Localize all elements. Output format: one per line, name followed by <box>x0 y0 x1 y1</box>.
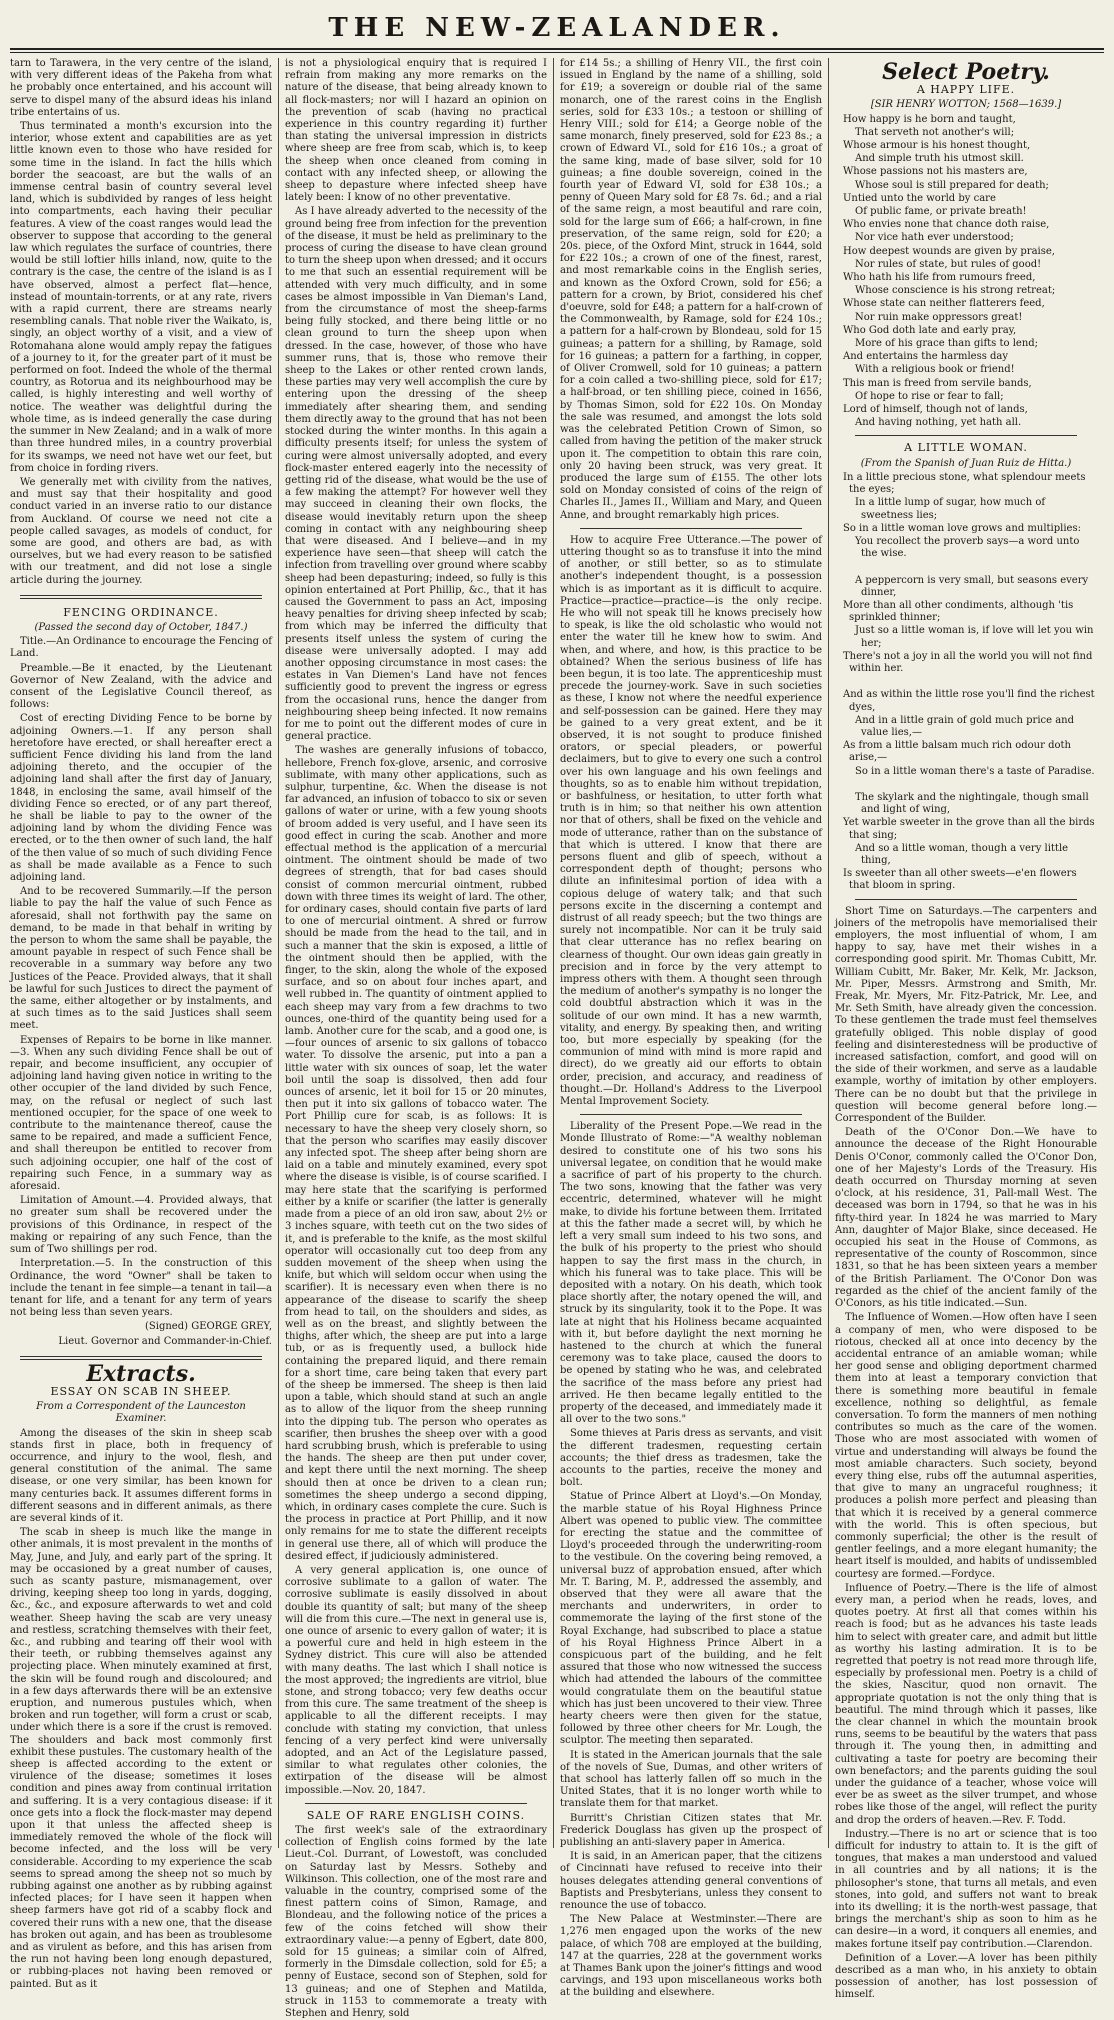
section-rule <box>855 899 1077 900</box>
masthead-rule <box>10 52 1104 53</box>
ordinance-section: Cost of erecting Dividing Fence to be borne by adjoining Owners.—1. If any person shall heretofore have erected, or shall hereafter erect a sufficient Fence dividing his land from the land adjoining thereto, and the occupier of the adjoining land shall after the first day of January, 1848, in enclosing the same, avail himself of the dividing Fence so erected, or of any part thereof, he shall be liable to pay to the owner of the adjoining land by whom the dividing Fence was erected, or to the then owner of such land, the half of the then value of so much of such dividing Fence as shall be made available as a Fence to such adjoining land. <box>10 713 272 883</box>
section-rule <box>20 595 262 599</box>
poem-line: How deepest wounds are given by praise, <box>843 245 1055 257</box>
article-byline: From a Correspondent of the Launceston Examiner. <box>36 1401 246 1425</box>
section-rule <box>20 1356 262 1360</box>
article-paragraph: Short Time on Saturdays.—The carpenters and joiners of the metropolis have memorialised their employers, the most influential of whom, I am happy to say, have met their wishes in a corresponding good spirit. Mr. Thomas Cubitt, Mr. William Cubitt, Mr. Baker, Mr. Kelk, Mr. Jackson, Mr. Piper, Messrs. Armstrong and Smith, Mr. Freak, Mr. Myers, Mr. Fitz-Patrick, Mr. Lee, and Mr. Seth Smith, have already given the concession. To these gentlemen the trade must feel themselves gratefully obliged. This noble display of good feeling and disinterestedness will be productive of increased satisfaction, comfort, and good will on the side of their workmen, and serve as a laudable example, worthy of imitation by other employers. There can be no doubt but that the privilege in question will become general before long.—Correspondent of the Builder. <box>835 905 1097 1125</box>
poem-line: Whose state can neither flatterers feed, <box>843 298 1045 310</box>
poem-source: (From the Spanish of Juan Ruiz de Hitta.) <box>860 457 1072 469</box>
poem-line: Who God doth late and early pray, <box>843 324 1017 336</box>
article-paragraph: It is stated in the American journals that the sale of the novels of Sue, Dumas, and other writers of that school has latterly fallen off so much in the United States, that it is no longer worth while to translate them for that market. <box>560 1749 822 1810</box>
poem-line: That serveth not another's will; <box>855 126 1015 138</box>
article-paragraph: Thus terminated a month's excursion into the interior, whose extent and capabilities are as yet little known even to those who have resided for some time in the island. In fact the hills which border the seacoast, are but the walls of an immense central basin of country several level land, which is subdivided by ranges of less height into compartments, each having their peculiar features. A view of the coast ranges would lead the observer to suppose that according to the general law which regulates the surface of countries, there would be still loftier hills inland, now, quite to the contrary is the case, the centre of the island is as I have observed, almost a perfect flat—hence, instead of mountain-torrents, or at any rate, rivers with a rapid current, there are streams nearly resembling canals. That noble river the Waikato, is, singly, an object worthy of a visit, and a view of Rotomahana alone would amply repay the fatigues of a journey to it, for the greater part of it must be performed on foot. Indeed the whole of the thermal country, as Rotorua and its neighbourhood may be called, is highly interesting and well worthy of notice. The weather was delightful during the whole time, as is indeed generally the case during the summer in New Zealand; and in a walk of more than three hundred miles, in a country proverbial for its swamps, we need not have wet our feet, but from choice in fording rivers. <box>10 121 272 474</box>
poem-line: Whose soul is still prepared for death; <box>855 179 1049 191</box>
poem-line: Of public fame, or private breath! <box>855 206 1027 218</box>
signature-title: Lieut. Governor and Commander-in-Chief. <box>58 1335 272 1347</box>
poem-body <box>835 472 1097 893</box>
poem-line: So in a little woman there's a taste of Paradise. <box>855 765 1095 777</box>
ordinance-section: And to be recovered Summarily.—If the person liable to pay the half the value of such Fence as aforesaid, shall not forthwith pay the same on demand, to be made in that behalf in writing by the person to whom the same shall be payable, the amount payable in respect of such Fence shall be recoverable in a summary way before any two Justices of the Peace. Provided always, that it shall be lawful for such Justices to direct the payment of the same, either altogether or by instalments, and at such times as to the said Justices shall seem meet. <box>10 886 272 1032</box>
poem-line: Whose armour is his honest thought, <box>843 140 1031 152</box>
poem-line: Just so a little woman is, if love will let you win her; <box>855 625 1094 649</box>
article-heading: ESSAY ON SCAB IN SHEEP. <box>50 1384 232 1398</box>
article-paragraph: A very general application is, one ounce of corrosive sublimate to a gallon of water. The corrosive sublimate is easily dissolved in about double its quantity of salt; but many of the sheep will die from this cure.—The next in general use is, one ounce of arsenic to every gallon of water; it is a powerful cure and held in high esteem in the Sydney district. This cure will also be attended with many deaths. The last which I shall notice is the most approved; the ingredients are vitriol, blue stone, and strong tobacco; very few deaths occur from this cure. The same treatment of the sheep is applicable to all the different receipts. I may conclude with stating my conviction, that unless fencing of a very perfect kind were universally adopted, and an Act of the Legislature passed, similar to what regulates other colonies, the extirpation of the disease will be almost impossible.—Nov. 20, 1847. <box>285 1564 547 1796</box>
poem-title: A HAPPY LIFE. <box>916 83 1016 97</box>
column-divider <box>553 58 554 1848</box>
poem-line <box>849 561 1097 573</box>
poem-line: And in a little grain of gold much price and value lies,— <box>855 714 1075 738</box>
poem-line: Whose conscience is his strong retreat; <box>855 285 1056 297</box>
poem-line: How happy is he born and taught, <box>843 113 1016 125</box>
article-paragraph: Statue of Prince Albert at Lloyd's.—On Monday, the marble statue of his Royal Highness Prince Albert was opened to public view. The committee for erecting the statue and the committee of Lloyd's proceeded through the underwriting-room to the vestibule. On the covering being removed, a universal buzz of approbation ensued, after which Mr. T. Baring, M. P., addressed the assembly, and observed that they were all aware that the merchants and underwriters, in order to commemorate the laying of the first stone of the Royal Exchange, had subscribed to place a statue of his Royal Highness Prince Albert in a conspicuous part of the building, and he felt assured that those who now witnessed the success which had attended the labours of the committee would congratulate them on the beautiful statue which has just been uncovered to their view. Three hearty cheers were then given for the statue, followed by three other cheers for Mr. Lough, the sculptor. The meeting then separated. <box>560 1491 822 1747</box>
column-3 <box>560 58 822 1999</box>
section-rule <box>855 435 1077 436</box>
poem-line: Who hath his life from rumours freed, <box>843 272 1036 284</box>
poem-line: This man is freed from servile bands, <box>843 377 1032 389</box>
poem-line: Of hope to rise or fear to fall; <box>855 390 1004 402</box>
article-paragraph: The washes are generally infusions of tobacco, hellebore, French fox-glove, arsenic, and corrosive sublimate, with many other applications, such as sulphur, turpentine, &c. When the disease is not far advanced, an infusion of tobacco to six or seven gallons of water or urine, with a few young shoots of broom added is very useful, and I have seen its good effect in curing the scab. Another and more effectual method is the application of a mercurial ointment. The ointment should be made of two degrees of strength, that for bad cases should consist of common mercurial ointment, rubbed down with three times its weight of lard. The other, for ordinary cases, should contain five parts of lard to one of mercurial ointment. A shred or furrow should be made from the head to the tail, and in such a manner that the skin is exposed, a little of the ointment should then be applied, with the finger, to the skin, along the whole of the exposed surface, and so on about four inches apart, and well rubbed in. The quantity of ointment applied to each sheep may vary from a few drachms to two ounces, one-third of the quantity being used for a lamb. Another cure for the scab, and a good one, is—four ounces of arsenic to six gallons of tobacco water. To dissolve the arsenic, put into a pan a little water with six ounces of soap, let the water boil until the soap is dissolved, then add four ounces of arsenic, let it boil for 15 or 20 minutes, then put it into six gallons of tobacco water. The Port Phillip cure for scab, is as follows: It is necessary to have the sheep very closely shorn, so that the person who scarifies may easily discover any infected spot. The sheep after being shorn are laid on a table and minutely examined, every spot where the disease is visible, is of course scarified. I may here state that the scarifying is performed either by a knife or scarifier (the latter is generally made from a piece of an old iron saw, about 2½ or 3 inches square, with teeth cut on the two sides of it, and is preferable to the knife, as the most skilful operator will occasionally cut too deep from any sudden movement of the sheep when using the knife, but which will seldom occur when using the scarifier). It is necessary even when there is no appearance of the disease to scarify the sheep from head to tail, on the shoulders and sides, as well as on the breast, and slightly between the thighs, after which, the sheep are put into a large tub, or as is frequently used, a bullock hide containing the prepared liquid, and there remain for a short time, care being taken that every part of the sheep be immersed. The sheep is then laid upon a table, which should stand at such an angle as to allow of the liquor from the sheep running into the dipping tub. The person who operates as scarifier, then brushes the sheep over with a good hard scrubbing brush, which is preferable to using the hands. The sheep are then put under cover, and kept there until the next morning. The sheep should then at once be driven to a clean run; sometimes the sheep undergo a second dipping, which, in ordinary cases complete the cure. Such is the process in practice at Port Phillip, and it now only remains for me to state the different receipts in general use there, all of which will produce the desired effect, if judiciously administered. <box>285 745 547 1562</box>
article-paragraph: The scab in sheep is much like the mange in other animals, it is most prevalent in the months of May, June, and July, and early part of the spring. It may be occasioned by a great number of causes, such as scanty pasture, mismanagement, over driving, keeping sheep too long in yards, dogging, &c., &c., and exposure afterwards to wet and cold weather. Sheep having the scab are very uneasy and restless, scratching themselves with their feet, &c., and rubbing and tearing off their wool with their teeth, or rubbing themselves against any projecting place. When minutely examined at first, the skin will be found rough and discoloured; and in a few days afterwards there will be an extensive eruption, and numerous pustules which, when broken and run together, will form a crust or scab, under which there is a sore if the crust is removed. The shoulders and back most commonly first exhibit these pustules. The customary health of the sheep is affected according to the extent or virulence of the disease; sometimes it loses condition and pines away from continual irritation and suffering. It is a very contagious disease: if it once gets into a flock the flock-master may depend upon it that unless the affected sheep is immediately removed the whole of the flock will become infected, and the loss will be very considerable. According to my experience the scab seems to spread among the sheep not so much by rubbing against one another as by rubbing against infected places; for I have seen it happen when sheep farmers have got rid of a scabby flock and covered their runs with a new one, that the disease has broken out again, and has been as troublesome and as virulent as before, and this has arisen from the run not having been long enough depastured, or rubbing-places not having been removed or painted. But as it <box>10 1527 272 1990</box>
poem-line: There's not a joy in all the world you will not find within her. <box>843 650 1093 674</box>
article-paragraph: Liberality of the Present Pope.—We read in the Monde Illustrato of Rome:—"A wealthy nobleman desired to constitute one of his two sons his universal legatee, on condition that he would make a sacrifice of part of his property to the church. The two sons, knowing that the father was very eccentric, determined, whatever will he might make, to divide his fortune between them. Irritated at this the father made a secret will, by which he left a very small sum indeed to his two sons, and the bulk of his property to the priest who should happen to say the first mass in the church, in which his funeral was to take place. This will be deposited with a notary. On his death, which took place shortly after, the notary opened the will, and struck by its singularity, took it to the Pope. It was late at night that his Holiness became acquainted with it, but before daylight the next morning he hastened to the church at which the funeral ceremony was to take place, caused the doors to be opened by stating who he was, and celebrated the sacrifice of the mass before any priest had arrived. He then became legally entitled to the property of the deceased, and immediately made it all over to the two sons." <box>560 1121 822 1426</box>
poem-line: More of his grace than gifts to lend; <box>855 338 1039 350</box>
poem-line: Whose passions not his masters are, <box>843 166 1028 178</box>
poem-line: More than all other condiments, although 'tis sprinkled thinner; <box>843 599 1074 624</box>
article-paragraph: Among the diseases of the skin in sheep scab stands first in place, both in frequency of occurrence, and injury to the wool, flesh, and general constitution of the animal. The same disease, or one very similar, has been known for many centuries back. It assumes different forms in different seasons and in different animals, as there are several kinds of it. <box>10 1427 272 1524</box>
poem-line: Who envies none that chance doth raise, <box>843 219 1050 231</box>
poem-line: Nor ruin make oppressors great! <box>855 311 1023 323</box>
article-paragraph: Death of the O'Conor Don.—We have to announce the decease of the Right Honourable Denis O'Conor, commonly called the O'Conor Don, one of her Majesty's Lords of the Treasury. His death occurred on Thursday morning at seven o'clock, at his residence, 31, Pall-mall West. The deceased was born in 1794, so that he was in his fifty-third year. In 1824 he was married to Mary Ann, daughter of Major Blake, since deceased. He occupied his seat in the House of Commons, as representative of the county of Roscommon, since 1831, so that he has been sixteen years a member of the British Parliament. The O'Conor Don was regarded as the chief of the ancient family of the O'Conors, as his title indicated.—Sun. <box>835 1127 1097 1310</box>
column-4 <box>835 58 1097 2001</box>
article-paragraph: Industry.—There is no art or science that is too difficult for industry to attain to. It is the gift of tongues, that makes a man understood and valued in all countries and by all nations; it is the philosopher's stone, that turns all metals, and even stones, into gold, and suffers not want to break into its dwelling; it is the north-west passage, that brings the merchant's ship as soon to him as he can desire—in a word, it conquers all enemies, and makes fortune itself pay contribution.—Clarendon. <box>835 1828 1097 1950</box>
article-paragraph: The New Palace at Westminster.—There are 1,276 men engaged upon the works of the new palace, of which 708 are employed at the building, 147 at the quarries, 228 at the government works at Thames Bank upon the joiner's fittings and wood carvings, and 193 upon miscellaneous works both at the building and elsewhere. <box>560 1914 822 1999</box>
poem-line: And simple truth his utmost skill. <box>855 153 1024 165</box>
article-paragraph: As I have already adverted to the necessity of the ground being free from infection for the prevention of the disease, it must be held as preliminary to the process of curing the disease to have clean ground to turn the sheep upon when dressed; and it occurs to me that such an essential requirement will be attended with very much difficulty, and in some cases be almost impossible in Van Dieman's Land, from the circumstance of most the sheep-farms being fully stocked, and there being little or no clean ground to turn the sheep upon when dressed. In the case, however, of those who have summer runs, that is, those who remove their sheep to the Lakes or other rented crown lands, these parties may very well accomplish the cure by entering upon the dressing of the sheep immediately after shearing them, and sending them directly away to the ground that has not been stocked during the winter months. In this again a difficulty presents itself; for unless the system of curing were almost universally adopted, and every flock-master entered eagerly into the necessity of getting rid of the disease, what would be the use of a few making the attempt? For however well they may succeed in cleaning their own flocks, the disease would inevitably return upon the sheep coming in contact with any neighbouring sheep that were diseased. And I believe—and in my experience have seen—that sheep will catch the infection from travelling over ground where scabby sheep had been depasturing; indeed, so fully is this opinion entertained at Port Phillip, &c., that it has caused the Government to pass an Act, imposing heavy penalties for driving sheep infected by scab; from which may be inferred the difficulty that presents itself unless the system of curing the disease were universally adopted. I may add another opposing circumstance in most cases: the estates in Van Diemen's Land have not fences sufficiently good to prevent the ingress or egress from the occasional runs, hence the danger from neighbouring sheep being infected. It now remains for me to point out the different modes of cure in general practice. <box>285 206 547 743</box>
poem-line: You recollect the proverb says—a word unto the wise. <box>855 535 1080 560</box>
section-rule <box>580 528 802 529</box>
poem-line: Nor vice hath ever understood; <box>855 232 1014 244</box>
article-paragraph: Definition of a Lover.—A lover has been pithily described as a man who, in his anxiety to obtain possession of another, has lost possession of himself. <box>835 1952 1097 2001</box>
article-paragraph: is not a physiological enquiry that is required I refrain from making any more remarks on the nature of the disease, that being already known to all flock-masters; nor will I hazard an opinion on the prevention of scab (having no practical experience in this country regarding it) further than stating the universal impression in districts where sheep are free from scab, which is, to keep the sheep when once cleaned from coming in contact with any infected sheep, or allowing the sheep to depasture where infected sheep have lately been: I know of no other preventative. <box>285 58 547 204</box>
poem-line: In a little lump of sugar, how much of sweetness lies; <box>855 497 1046 521</box>
signature-line: (Signed) GEORGE GREY, <box>145 1321 272 1333</box>
section-rule <box>305 1803 527 1804</box>
article-paragraph: It is said, in an American paper, that the citizens of Cincinnati have refused to receive into their houses delegates attending general conventions of Baptists and Presbyterians, unless they consent to renounce the use of tobacco. <box>560 1851 822 1912</box>
section-rule <box>580 1114 802 1115</box>
poem-line: Yet warble sweeter in the grove than all the birds that sing; <box>843 817 1095 841</box>
section-heading-poetry: Select Poetry. <box>882 59 1050 85</box>
section-heading-extracts: Extracts. <box>86 1360 196 1387</box>
ordinance-section: Interpretation.—5. In the construction of this Ordinance, the word "Owner" shall be taken to include the tenant in fee simple—a tenant in tail—a tenant for life, and a tenant for any term of years not being less than seven years. <box>10 1258 272 1319</box>
poem-author: [SIR HENRY WOTTON; 1568—1639.] <box>870 99 1062 111</box>
section-subtitle: (Passed the second day of October, 1847.) <box>34 621 248 633</box>
ordinance-section: Expenses of Repairs to be borne in like manner.—3. When any such dividing Fence shall be out of repair, and become insufficient, any occupier of adjoining land having given notice in writing to the other occupier of the land divided by such Fence, may, on the refusal or neglect of such last mentioned occupier, for the space of one week to contribute to the maintenance thereof, cause the same to be repaired, and made a sufficient Fence, and shall thereupon be entitled to recover from such adjoining occupier, one half of the cost of repairing such Fence, in a summary way as aforesaid. <box>10 1034 272 1193</box>
column-2 <box>285 58 547 2020</box>
section-heading: FENCING ORDINANCE. <box>63 605 219 619</box>
column-divider <box>828 58 829 1848</box>
poem-line: With a religious book or friend! <box>855 364 1015 376</box>
poem-line: And so a little woman, though a very little thing, <box>855 842 1069 866</box>
poem-line: As from a little balsam much rich odour doth arise,— <box>843 740 1071 764</box>
poem-line: Untied unto the world by care <box>843 192 996 204</box>
article-paragraph: tarn to Tarawera, in the very centre of the island, with very different ideas of the Pakeha from what he probably once entertained, and his account will serve to dispel many of the absurd ideas his inland tribe entertains of us. <box>10 58 272 118</box>
article-paragraph: Some thieves at Paris dress as servants, and visit the different tradesmen, requesting certain accounts; the thief dress as tradesmen, take the accounts to the parties, receive the money and bolt. <box>560 1428 822 1489</box>
poem-title: A LITTLE WOMAN. <box>904 441 1028 455</box>
poem-line: The skylark and the nightingale, though small and light of wing, <box>855 791 1089 816</box>
poem-line <box>861 676 1097 688</box>
newspaper-page <box>10 8 1104 2020</box>
poem-line: And as within the little rose you'll find the richest dyes, <box>843 689 1095 713</box>
column-1 <box>10 58 272 1990</box>
poem-line: Is sweeter than all other sweets—e'en flowers that bloom in spring. <box>843 868 1077 892</box>
masthead-title: THE NEW-ZEALANDER. <box>10 8 1104 50</box>
poem-body <box>835 114 1097 430</box>
poem-line <box>849 779 1097 791</box>
article-paragraph: We generally met with civility from the natives, and must say that their hospitality and good conduct varied in an inverse ratio to our distance from Auckland. Of course we need not cite a people called savages, as models of conduct, for some are good, and others are bad, as with ourselves, but we had every reason to be satisfied with our treatment, and did not lose a single article during the journey. <box>10 476 272 586</box>
article-paragraph: The Influence of Women.—How often have I seen a company of men, who were disposed to be riotous, checked all at once into decency by the accidental entrance of an amiable woman; while her good sense and obliging deportment charmed them into at least a temporary conviction that there is something more beautiful in female excellence, nothing so delightful, as female conversation. To form the manners of men nothing contributes so much as the care of the women. Those who are most associated with women of virtue and understanding will always be found the most amiable characters. Such society, beyond every thing else, rubs off the autumnal asperities, that give to many an ungraceful roughness; it produces a polish more perfect and pleasing than that which it is received by a general commerce with the world. This is often specious, but commonly superficial; the other is the result of gentler feelings, and a more elegant humanity; the heart itself is moulded, and habits of undissembled courtesy are formed.—Fordyce. <box>835 1312 1097 1580</box>
ordinance-section: Limitation of Amount.—4. Provided always, that no greater sum shall be recovered under the provisions of this Ordinance, in respect of the making or repairing of any such Fence, than the sum of Two shillings per rod. <box>10 1195 272 1256</box>
article-heading: SALE OF RARE ENGLISH COINS. <box>306 1808 526 1822</box>
poem-line: And entertains the harmless day <box>843 351 1009 363</box>
poem-line: Lord of himself, though not of lands, <box>843 404 1028 416</box>
article-paragraph: for £14 5s.; a shilling of Henry VII., the first coin issued in England by the name of a shilling, sold for £19; a sovereign or double rial of the same monarch, one of the rarest coins in the English series, sold for £33 10s.; a testoon or shilling of Henry VIII.; sold for £14; a George noble of the same monarch, finely preserved, sold for £23 8s.; a crown of Edward VI., sold for £16 10s.; a groat of the same king, made of base silver, sold for 10 guineas; a fine double sovereign, coined in the fourth year of Edward VI, sold for £38 10s.; a penny of Queen Mary sold for £8 7s. 6d.; and a rial of the same reign, a most beautiful and rare coin, sold for the large sum of £66; a half-crown, in fine preservation, of the same reign, sold for £20; a 20s. piece, of the Oxford Mint, struck in 1644, sold for £22 10s.; a crown of one of the finest, rarest, and most remarkable coins in the English series, and known as the Oxford Crown, sold for £56; a pattern for a crown, by Briot, considered his chef d'oeuvre, sold for £48; a pattern for a half-crown of the Commonwealth, by Ramage, sold for £24 10s.; a pattern for a half-crown by Blondeau, sold for 15 guineas; a pattern for a shilling, by Ramage, sold for 16 guineas; a pattern for a farthing, in copper, of Oliver Cromwell, sold for 10 guineas; a pattern for a coin called a two-shilling piece, sold for £17; a half-broad, or ten shilling piece, coined in 1656, by Thomas Simon, sold for £22 10s. On Monday the sale was resumed, and amongst the lots sold was the celebrated Petition Crown of Simon, so called from having the petition of the maker struck upon it. The competition to obtain this rare coin, only 20 having been struck, was very great. It produced the large sum of £155. The other lots sold on Monday consisted of coins of the reign of Charles II., James II., William and Mary, and Queen Anne, and brought remarkably high prices. <box>560 58 822 521</box>
article-paragraph: How to acquire Free Utterance.—The power of uttering thought so as to transfuse it into the mind of another, or still better, so as to stimulate another's independent thought, is a possession which is as important as it is difficult to acquire. Practice—practice—practice—is the only recipe. He who will not speak till he knows precisely how to speak, is like the old scholastic who would not enter the water till he knew how to swim. And when, and where, and how, is this practice to be obtained? When the serious business of life has been begun, it is too late. The apprenticeship must precede the journey-work. Save in such societies as these, I know not where the needful experience and self-possession can be gained. Here they may be gained to a very great extent, and be it observed, it is not sought to produce finished orators, or special pleaders, or powerful declaimers, but to give to every one such a control over his own language and his own feelings and thoughts, so as to enable him without trepidation, or bashfulness, or hesitation, to utter forth what truth is in him; so that neither his own attention nor that of others, shall be fixed on the vehicle and mode of utterance, rather than on the substance of that which is uttered. I know that there are persons fluent and glib of speech, without a correspondent depth of thought; persons who dilute an infinitesimal portion of idea with a copious deluge of watery talk; and that such persons excite in the discerning a contempt and distrust of all ready speech; but the two things are surely not incompatible. Nor can it be truly said that clear utterance has no reflex bearing on clearness of thought. Our own ideas gain greatly in precision and in force by the very attempt to impress others with them. A thought seen through the medium of another's sympathy is no longer the cold doubtful abstraction which it was in the solitude of our own mind. It has a new warmth, vitality, and energy. By speaking then, and writing too, but more especially by speaking (for the communion of mind with mind is more rapid and direct), do we greatly aid our efforts to obtain order, precision, and accuracy, and readiness of thought.—Dr. Holland's Address to the Liverpool Mental Improvement Society. <box>560 534 822 1108</box>
poem-line: Nor rules of state, but rules of good! <box>855 258 1042 270</box>
article-paragraph: The first week's sale of the extraordinary collection of English coins formed by the late Lieut.-Col. Durrant, of Lowestoft, was concluded on Saturday last by Messrs. Sotheby and Wilkinson. This collection, one of the most rare and valuable in the country, comprised some of the finest pattern coins of Simon, Ramage, and Blondeau, and the following notice of the prices a few of the coins fetched will show their extraordinary value:—a penny of Egbert, date 800, sold for 15 guineas; a similar coin of Alfred, formerly in the Dimsdale collection, sold for £5; a penny of Eustace, second son of Stephen, sold for 13 guineas; and one of Stephen and Matilda, struck in 1153 to commemorate a treaty with Stephen and Henry, sold <box>285 1825 547 2020</box>
article-paragraph: Burritt's Christian Citizen states that Mr. Frederick Douglass has given up the prospect of publishing an anti-slavery paper in America. <box>560 1812 822 1849</box>
poem-line: In a little precious stone, what splendour meets the eyes; <box>843 471 1086 496</box>
poem-line: So in a little woman love grows and multiplies: <box>843 522 1081 534</box>
ordinance-preamble: Preamble.—Be it enacted, by the Lieutenant Governor of New Zealand, with the advice and consent of the Legislative Council thereof, as follows: <box>10 662 272 711</box>
column-divider <box>278 58 279 1848</box>
poem-line: A peppercorn is very small, but seasons every dinner, <box>855 574 1089 598</box>
poem-line: And having nothing, yet hath all. <box>855 417 1022 429</box>
ordinance-title: Title.—An Ordinance to encourage the Fencing of Land. <box>10 636 272 660</box>
article-paragraph: Influence of Poetry.—There is the life of almost every man, a period when he reads, loves, and quotes poetry. At first all that comes within his reach is food; but as he advances his taste leads him to select with greater care, and admit but little as worthy his lasting admiration. It is to be regretted that poetry is not read more through life, especially by professional men. Poetry is a child of the skies, Nascitur, quod non ornavit. The appropriate quotation is not the only thing that is beautiful. The mind through which it passes, like the clear channel in which the mountain brook runs, seems to be beautiful by the waters that pass through it. The young then, in admitting and cultivating a taste for poetry are becoming their own benefactors; and the parents guiding the soul under the guidance of a teacher, whose voice will ever be as sweet as the silver trumpet, and whose robes like those of the angel, will reflect the purity and drop the orders of heaven.—Rev. F. Todd. <box>835 1582 1097 1826</box>
